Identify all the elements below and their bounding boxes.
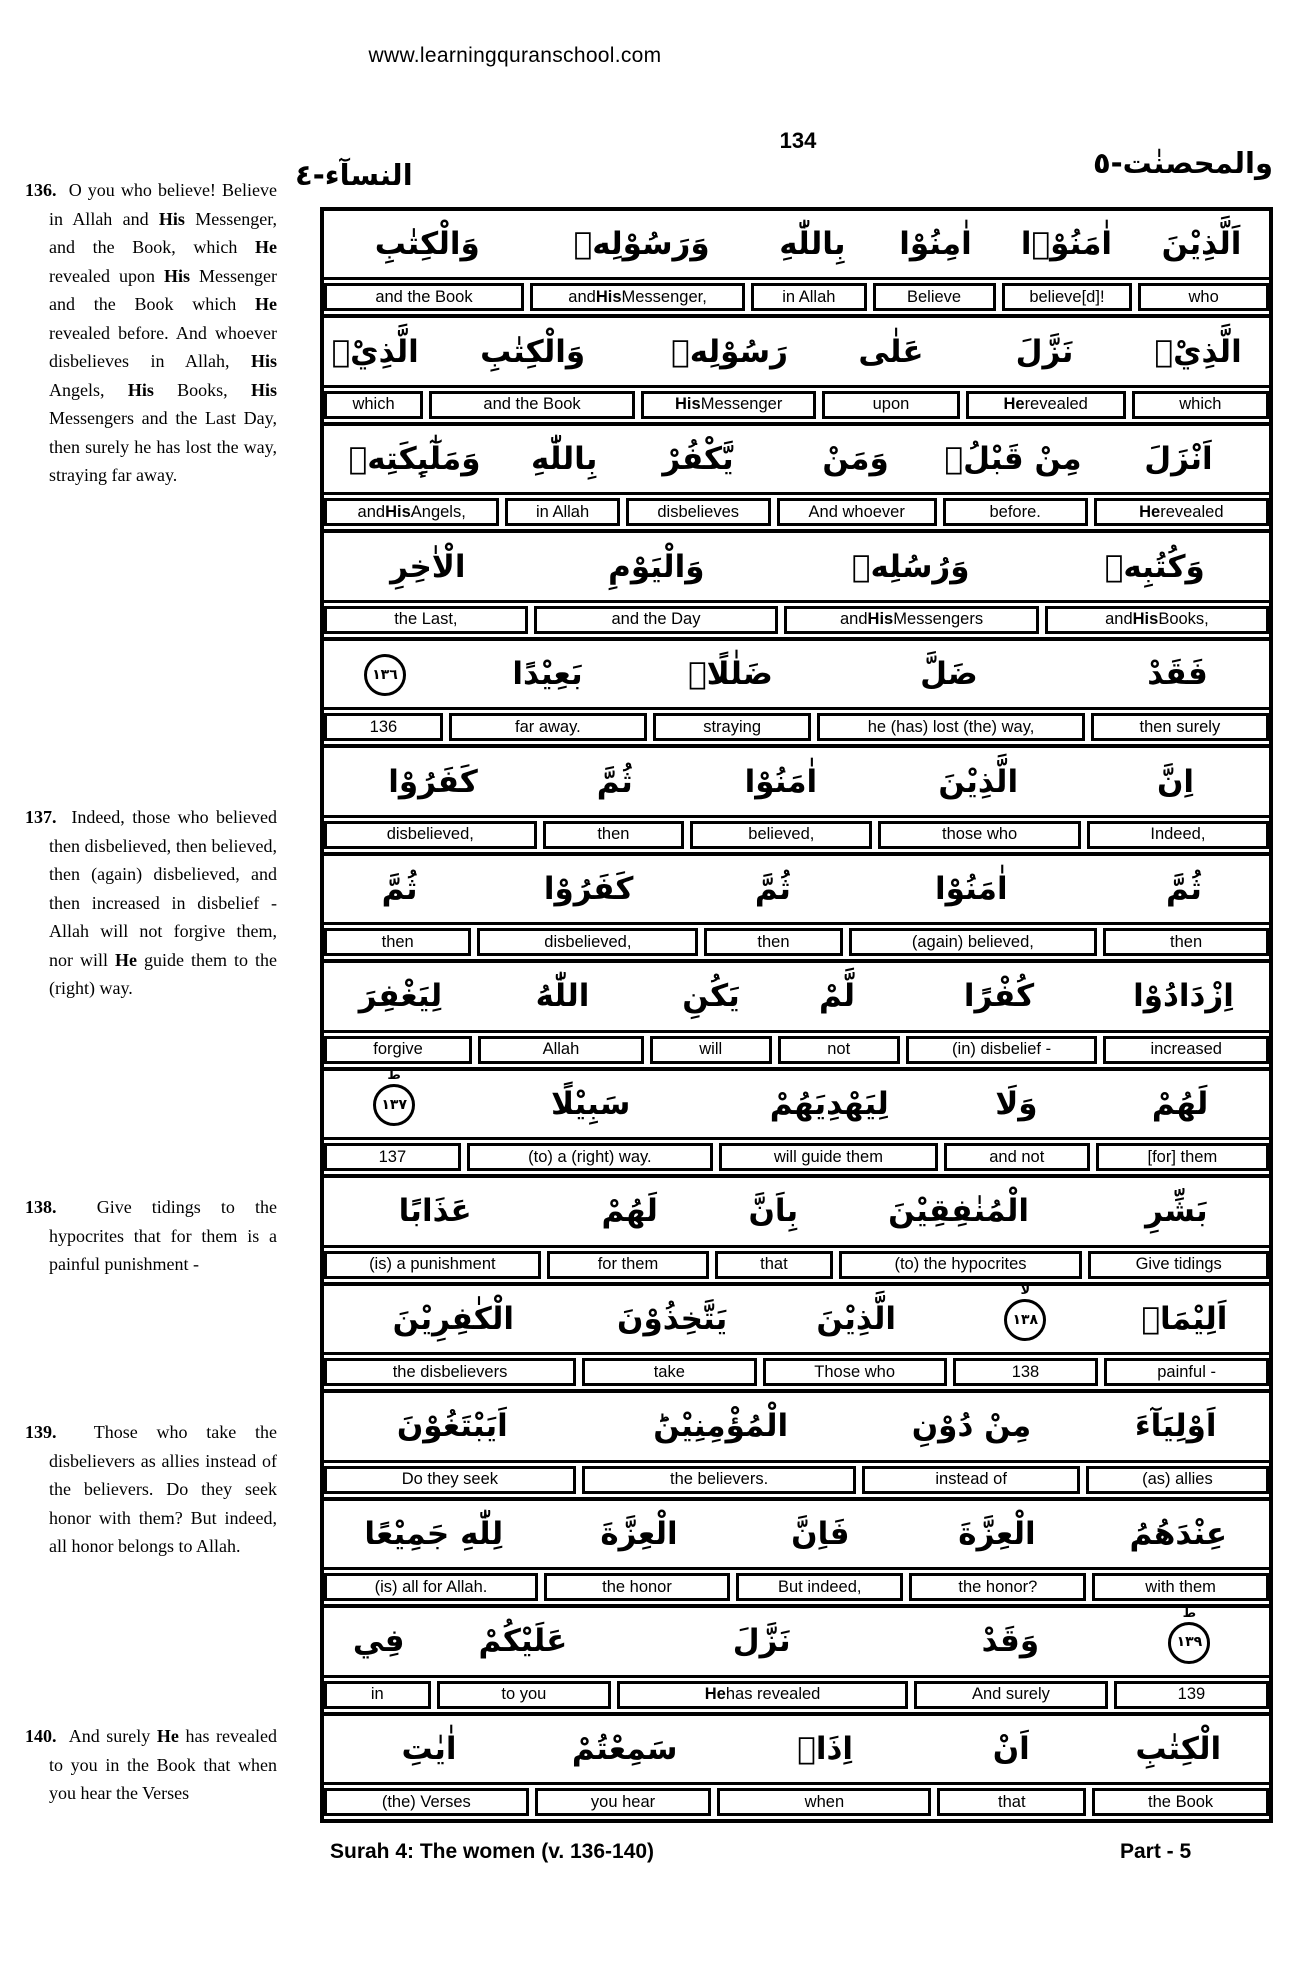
- arabic-word: نَزَّلَ: [1015, 333, 1074, 370]
- word-translation-cell: and the Day: [534, 606, 778, 634]
- word-translation-cell: and His Messengers: [784, 606, 1039, 634]
- arabic-word: ضَلَّ: [920, 656, 978, 693]
- word-translation-cell: But indeed,: [736, 1573, 903, 1601]
- arabic-word: يَكُنِ: [682, 978, 740, 1015]
- arabic-word: الْاٰخِرِ: [390, 548, 466, 585]
- arabic-word: عَلٰى: [858, 333, 924, 370]
- arabic-word: اَنْزَلَ: [1144, 441, 1213, 478]
- arabic-word: لِيَغْفِرَ: [358, 978, 443, 1015]
- arabic-word: وَالْيَوْمِ: [608, 548, 705, 585]
- word-translation-cell: the honor: [544, 1573, 730, 1601]
- verse-row: [324, 533, 1269, 640]
- arabic-word: مِنْ قَبْلُۗ: [944, 441, 1082, 478]
- word-translation-cell: Indeed,: [1087, 821, 1269, 849]
- arabic-word: لِلّٰهِ جَمِيْعًا: [364, 1515, 504, 1552]
- verse-row: [324, 1501, 1269, 1608]
- translation-line: [324, 1678, 1269, 1712]
- arabic-word: ثُمَّ: [754, 871, 791, 907]
- verse-translations-column: [25, 0, 277, 1973]
- arabic-word: يَّكْفُرْ: [662, 441, 734, 478]
- arabic-word: بِاَنَّ: [748, 1193, 799, 1230]
- arabic-word: اٰيٰتِ: [401, 1730, 457, 1767]
- arabic-word: وَرَسُوْلِهٖ: [573, 226, 710, 263]
- verse-number: 140.: [25, 1726, 57, 1746]
- word-translation-cell: disbelieved,: [324, 821, 537, 849]
- word-translation-cell: disbelieves: [626, 498, 771, 526]
- translation-line: [324, 925, 1269, 959]
- word-translation-cell: Allah: [478, 1036, 644, 1064]
- word-translation-cell: before.: [943, 498, 1088, 526]
- arabic-word: اَلَّذِيْنَ: [1161, 226, 1242, 263]
- word-translation-cell: (in) disbelief -: [906, 1036, 1098, 1064]
- arabic-word: يَتَّخِذُوْنَ: [617, 1300, 728, 1337]
- arabic-word: سَبِيْلًا: [550, 1085, 631, 1122]
- verse-row: [324, 1068, 1269, 1178]
- word-translation-cell: and the Book: [429, 391, 635, 419]
- arabic-line: [324, 1068, 1269, 1140]
- arabic-word: وَقَدْ: [981, 1623, 1040, 1660]
- verse-row: [324, 1605, 1269, 1715]
- word-translation-cell: straying: [653, 713, 811, 741]
- arabic-word: فِي: [352, 1623, 405, 1660]
- verse-translation-140: 140. And surely He has revealed to you in the Book that when you hear the Verses: [25, 1726, 278, 1803]
- word-translation-cell: in Allah: [505, 498, 619, 526]
- word-translation-cell: upon: [822, 391, 959, 419]
- arabic-word: اَنْ: [992, 1730, 1030, 1767]
- word-translation-cell: then surely: [1091, 713, 1269, 741]
- word-translation-cell: forgive: [324, 1036, 472, 1064]
- verse-translation-137: 137. Indeed, those who believed then disbelieved, then believed, then (again) disbelieved, and then increased in disbelief - Allah will not forgive them, nor will He guide them to the (right) way.: [25, 807, 277, 998]
- word-translation-cell: that: [937, 1788, 1086, 1816]
- arabic-word: بِاللّٰهِ: [531, 441, 598, 478]
- verse-translation-138: 138. Give tidings to the hypocrites that for them is a painful punishment -: [25, 1197, 277, 1274]
- arabic-word: فَقَدْ: [1147, 656, 1208, 693]
- word-translation-cell: will: [650, 1036, 772, 1064]
- verse-number: 139.: [25, 1422, 57, 1442]
- word-translation-cell: instead of: [862, 1466, 1079, 1494]
- verse-number: 137.: [25, 807, 57, 827]
- word-translation-cell: He has revealed: [617, 1681, 908, 1709]
- arabic-word: اِنَّ: [1156, 763, 1195, 800]
- word-translation-cell: (as) allies: [1086, 1466, 1269, 1494]
- arabic-line: [324, 318, 1269, 387]
- translation-line: [324, 710, 1269, 744]
- verse-row: [324, 211, 1269, 318]
- word-translation-cell: will guide them: [719, 1143, 938, 1171]
- verse-row: [324, 856, 1269, 963]
- word-translation-cell: the honor?: [909, 1573, 1086, 1601]
- verse-end-medallion: [951, 1283, 1100, 1342]
- arabic-word: الْكِتٰبِ: [1135, 1730, 1222, 1767]
- verse-row: [324, 641, 1269, 748]
- word-translation-cell: then: [324, 928, 471, 956]
- arabic-word: اِزْدَادُوْا: [1133, 978, 1234, 1015]
- arabic-word: وَالْكِتٰبِ: [374, 226, 480, 263]
- arabic-word: اَلِيْمَاۙ: [1141, 1300, 1228, 1337]
- arabic-word: اَيَبْتَغُوْنَ: [396, 1408, 508, 1445]
- arabic-line: [324, 1501, 1269, 1570]
- verse-end-circle: ط ١٣٧: [373, 1084, 415, 1126]
- translation-line: [324, 1140, 1269, 1174]
- word-translation-cell: (the) Verses: [324, 1788, 529, 1816]
- word-translation-cell: for them: [547, 1251, 710, 1279]
- verse-row: [324, 1393, 1269, 1500]
- translation-line: [324, 280, 1269, 314]
- header-juz-name-arabic: والمحصنٰت-٥: [1092, 146, 1273, 180]
- arabic-word: اٰمَنُوْا: [744, 763, 818, 800]
- word-translation-cell: Do they seek: [324, 1466, 576, 1494]
- translation-line: [324, 1785, 1269, 1819]
- translation-line: [324, 818, 1269, 852]
- verse-row: [324, 1283, 1269, 1393]
- word-translation-cell: And whoever: [777, 498, 937, 526]
- stop-mark: لا: [1020, 1283, 1031, 1299]
- word-translation-cell: and His Messenger,: [530, 283, 745, 311]
- word-translation-cell: believe[d]!: [1002, 283, 1133, 311]
- arabic-word: كَفَرُوْا: [388, 763, 478, 800]
- arabic-line: [324, 748, 1269, 817]
- arabic-word: بِاللّٰهِ: [779, 226, 846, 263]
- word-translation-cell: then: [543, 821, 685, 849]
- word-translation-cell: not: [778, 1036, 900, 1064]
- arabic-word: ضَلٰلًاۢ: [688, 656, 773, 693]
- word-translation-cell: and His Angels,: [324, 498, 499, 526]
- word-translation-cell: then: [1103, 928, 1269, 956]
- arabic-line: [324, 856, 1269, 925]
- word-translation-cell: those who: [878, 821, 1080, 849]
- verse-row: [324, 748, 1269, 855]
- word-translation-cell: with them: [1092, 1573, 1269, 1601]
- verse-number: 136.: [25, 180, 57, 200]
- website-url: www.learningquranschool.com: [368, 44, 662, 67]
- arabic-line: [324, 963, 1269, 1032]
- arabic-word: وَمَنْ: [822, 441, 889, 478]
- arabic-line: [324, 211, 1269, 280]
- translation-line: [324, 1248, 1269, 1282]
- word-translation-cell: in: [324, 1681, 431, 1709]
- word-translation-cell: and not: [944, 1143, 1090, 1171]
- header-surah-name-arabic: النسآء-٤: [295, 158, 413, 192]
- verse-end-circle: ١٣٦: [364, 654, 406, 696]
- footer-part-label: Part - 5: [1120, 1840, 1192, 1863]
- word-translation-cell: He revealed: [966, 391, 1126, 419]
- verse-end-medallion: [324, 652, 446, 697]
- arabic-word: وَمَلٰٓىِٕكَتِهٖ: [348, 441, 481, 478]
- arabic-word: لَهُمْ: [601, 1193, 658, 1230]
- stop-mark: ط: [1182, 1605, 1197, 1621]
- arabic-word: الَّذِيْنَ: [816, 1300, 897, 1337]
- verse-row: [324, 1178, 1269, 1285]
- arabic-word: ثُمَّ: [381, 871, 418, 907]
- translation-line: [324, 1033, 1269, 1067]
- word-translation-cell: the believers.: [582, 1466, 857, 1494]
- word-translation-cell: And surely: [914, 1681, 1108, 1709]
- arabic-word: وَالْكِتٰبِ: [480, 333, 586, 370]
- arabic-word: عَذَابًا: [398, 1193, 472, 1230]
- arabic-word: عِنْدَهُمُ: [1129, 1515, 1228, 1552]
- word-translation-cell: believed,: [690, 821, 872, 849]
- arabic-line: [324, 1605, 1269, 1677]
- word-translation-cell: then: [704, 928, 842, 956]
- word-translation-cell: Believe: [873, 283, 996, 311]
- arabic-word: ثُمَّ: [596, 763, 633, 800]
- arabic-word: الْكٰفِرِيْنَ: [392, 1300, 515, 1337]
- word-translation-cell: the Last,: [324, 606, 528, 634]
- verse-end-circle: لا ١٣٨: [1004, 1299, 1046, 1341]
- word-translation-cell: (is) all for Allah.: [324, 1573, 538, 1601]
- translation-line: [324, 1463, 1269, 1497]
- arabic-word: لِيَهْدِيَهُمْ: [769, 1085, 889, 1122]
- word-translation-cell: that: [715, 1251, 832, 1279]
- verse-end-medallion: [324, 1068, 464, 1127]
- word-translation-cell: which: [324, 391, 423, 419]
- arabic-line: [324, 533, 1269, 602]
- verse-translation-136: 136. O you who believe! Believe in Allah and His Messenger, and the Book, which He revealed upon His Messenger and the Book which He revealed before. And whoever disbelieves in Allah, His Angels, His Books, His Messengers and the Last Day, then surely he has lost the way, straying far away.: [25, 180, 277, 485]
- verse-row: [324, 963, 1269, 1070]
- verse-row: [324, 318, 1269, 425]
- arabic-word: الْعِزَّةَ: [600, 1515, 678, 1552]
- arabic-line: [324, 641, 1269, 710]
- word-translation-cell: His Messenger: [641, 391, 816, 419]
- word-translation-cell: 136: [324, 713, 443, 741]
- arabic-word: اٰمِنُوْا: [899, 226, 972, 263]
- translation-line: [324, 1570, 1269, 1604]
- arabic-word: الَّذِيْۤ: [331, 333, 419, 370]
- word-translation-cell: painful -: [1104, 1358, 1269, 1386]
- word-translation-cell: in Allah: [751, 283, 866, 311]
- translation-line: [324, 495, 1269, 529]
- arabic-word: عَلَيْكُمْ: [478, 1623, 568, 1660]
- verse-end-circle: ط ١٣٩: [1168, 1622, 1210, 1664]
- arabic-line: [324, 1716, 1269, 1785]
- arabic-word: الْمُؤْمِنِيْنَؕ: [653, 1408, 789, 1445]
- word-translation-cell: and His Books,: [1045, 606, 1269, 634]
- arabic-word: وَلَا: [995, 1085, 1038, 1122]
- arabic-word: اِذَاۤ: [797, 1730, 854, 1767]
- word-translation-cell: to you: [437, 1681, 612, 1709]
- word-translation-cell: the disbelievers: [324, 1358, 576, 1386]
- verse-row: [324, 1716, 1269, 1819]
- word-translation-cell: he (has) lost (the) way,: [817, 713, 1084, 741]
- stop-mark: ط: [387, 1068, 401, 1084]
- arabic-word: كُفْرًا: [963, 978, 1035, 1015]
- arabic-word: اٰمَنُوْا: [935, 871, 1008, 907]
- word-translation-cell: and the Book: [324, 283, 524, 311]
- arabic-line: [324, 1393, 1269, 1462]
- word-translation-cell: who: [1138, 283, 1269, 311]
- word-translation-cell: increased: [1103, 1036, 1269, 1064]
- arabic-word: فَاِنَّ: [791, 1515, 850, 1552]
- arabic-word: الَّذِيْنَ: [938, 763, 1019, 800]
- word-translation-cell: (again) believed,: [849, 928, 1098, 956]
- translation-line: [324, 388, 1269, 422]
- translation-line: [324, 1355, 1269, 1389]
- word-translation-cell: far away.: [449, 713, 647, 741]
- arabic-word: بَعِيْدًا: [512, 656, 583, 693]
- word-translation-cell: (is) a punishment: [324, 1251, 541, 1279]
- word-translation-cell: Those who: [763, 1358, 947, 1386]
- word-translation-cell: disbelieved,: [477, 928, 698, 956]
- arabic-line: [324, 426, 1269, 495]
- arabic-word: الْعِزَّةَ: [958, 1515, 1036, 1552]
- arabic-word: كَفَرُوْا: [543, 871, 634, 907]
- arabic-word: رَسُوْلِهٖ: [671, 333, 788, 370]
- verse-number: 138.: [25, 1197, 57, 1217]
- arabic-word: الْمُنٰفِقِيْنَ: [888, 1193, 1030, 1230]
- arabic-word: نَزَّلَ: [732, 1623, 791, 1660]
- word-translation-cell: (to) the hypocrites: [839, 1251, 1083, 1279]
- word-translation-cell: when: [717, 1788, 931, 1816]
- arabic-word: لَّمْ: [819, 978, 855, 1015]
- word-translation-cell: Give tidings: [1088, 1251, 1269, 1279]
- word-translation-cell: 138: [953, 1358, 1098, 1386]
- word-translation-cell: take: [582, 1358, 757, 1386]
- arabic-word: سَمِعْتُمْ: [571, 1730, 678, 1767]
- word-translation-cell: you hear: [535, 1788, 712, 1816]
- arabic-word: ثُمَّ: [1165, 871, 1202, 907]
- word-translation-cell: [for] them: [1096, 1143, 1269, 1171]
- word-translation-cell: the Book: [1092, 1788, 1269, 1816]
- arabic-word: وَكُتُبِهٖ: [1104, 548, 1205, 585]
- arabic-word: وَرُسُلِهٖ: [851, 548, 970, 585]
- word-translation-cell: 139: [1114, 1681, 1269, 1709]
- word-translation-cell: which: [1132, 391, 1269, 419]
- arabic-word: اَوْلِيَآءَ: [1134, 1408, 1217, 1445]
- translation-line: [324, 603, 1269, 637]
- arabic-word: الَّذِيْۤ: [1154, 333, 1242, 370]
- arabic-line: [324, 1178, 1269, 1247]
- arabic-line: [324, 1283, 1269, 1355]
- page-number: 134: [779, 128, 817, 153]
- word-translation-cell: He revealed: [1094, 498, 1269, 526]
- arabic-word: اللّٰهُ: [535, 978, 590, 1015]
- footer-surah-label: Surah 4: The women (v. 136-140): [330, 1840, 655, 1863]
- verse-end-medallion: [1110, 1605, 1269, 1664]
- arabic-word: بَشِّرِ: [1145, 1193, 1208, 1230]
- arabic-word: اٰمَنُوْۤا: [1020, 226, 1113, 263]
- arabic-word: مِنْ دُوْنِ: [911, 1408, 1032, 1445]
- word-table: [320, 207, 1273, 1823]
- verse-translation-139: 139. Those who take the disbelievers as allies instead of the believers. Do they seek honor with them? But indeed, all honor belongs to Allah.: [25, 1422, 277, 1556]
- word-translation-cell: (to) a (right) way.: [467, 1143, 713, 1171]
- word-translation-cell: 137: [324, 1143, 461, 1171]
- arabic-word: لَهُمْ: [1151, 1085, 1209, 1122]
- verse-row: [324, 426, 1269, 533]
